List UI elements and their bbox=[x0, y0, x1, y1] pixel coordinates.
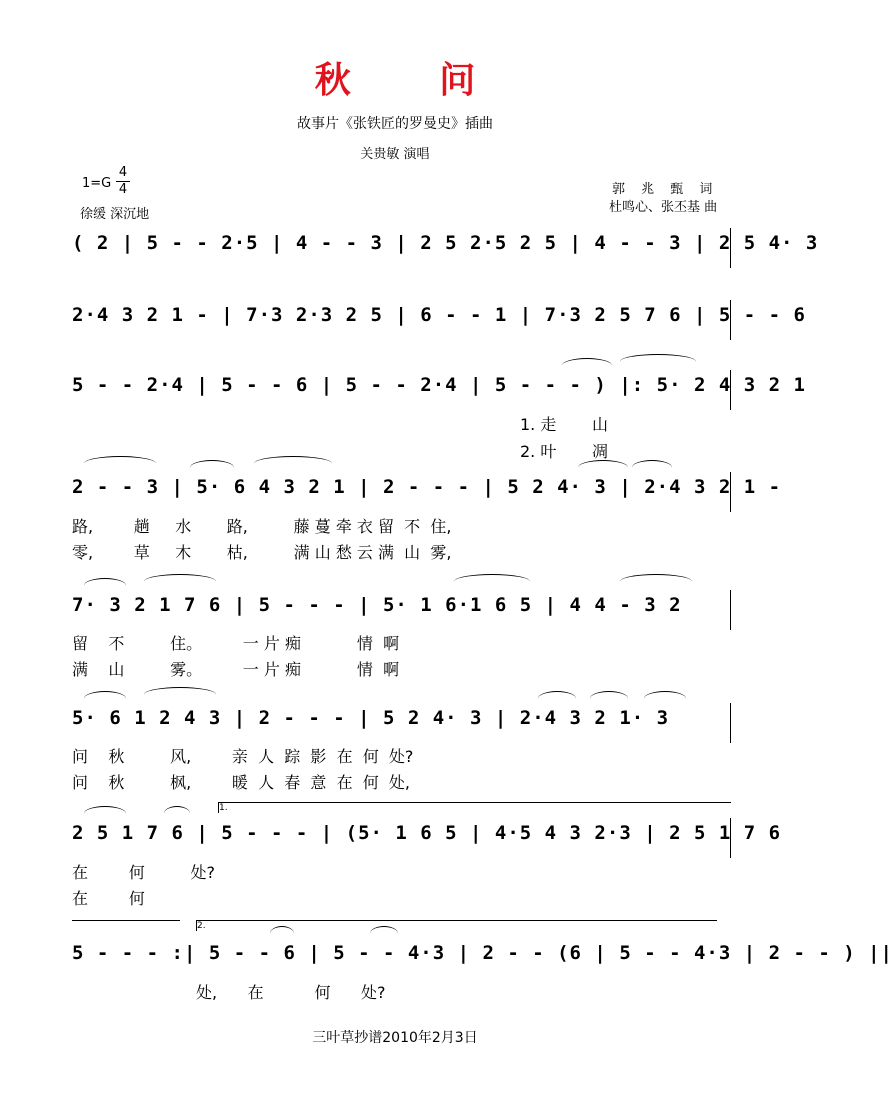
staff-line-1 bbox=[72, 228, 819, 274]
slur bbox=[164, 806, 190, 821]
slur bbox=[84, 806, 126, 821]
time-signature bbox=[116, 165, 130, 198]
slur bbox=[84, 578, 126, 593]
barline bbox=[730, 228, 731, 268]
barline bbox=[730, 703, 731, 743]
volta-second-label: 2. bbox=[197, 921, 206, 931]
slur bbox=[370, 926, 398, 941]
time-signature-bottom: 4 bbox=[116, 181, 130, 198]
key-signature: 1=G bbox=[82, 176, 112, 191]
staff-line-7 bbox=[72, 803, 782, 864]
barline bbox=[730, 300, 731, 340]
staff-line-6 bbox=[72, 703, 732, 749]
lyric-verse-2: 零, 草 木 枯, 满 山 愁 云 满 山 雾, bbox=[72, 543, 452, 562]
slur bbox=[632, 460, 672, 475]
lyricist-credit: 郭 兆 甄 词 bbox=[612, 182, 719, 197]
composer-credit: 杜鸣心、张丕基 曲 bbox=[609, 200, 718, 215]
song-subtitle: 故事片《张铁匠的罗曼史》插曲 bbox=[297, 116, 493, 132]
slur bbox=[84, 456, 156, 471]
lyric-verse-1: 问 秋 风, 亲 人 踪 影 在 何 处? bbox=[72, 747, 414, 766]
lyric-verse-2: 满 山 雾。 一 片 痴 情 啊 bbox=[72, 660, 400, 679]
barline bbox=[730, 590, 731, 630]
staff-line-3 bbox=[72, 370, 806, 416]
lyric-verse-2: 在 何 bbox=[72, 889, 145, 908]
slur bbox=[84, 691, 126, 706]
slur bbox=[578, 460, 628, 475]
staff-notes: 2 5 1 7 6 | 5 - - - | (5· 1 6 5 | 4·5 4 3 2·3 | 2 5 1 7 6 bbox=[72, 822, 782, 844]
staff-notes: 7· 3 2 1 7 6 | 5 - - - | 5· 1 6·1 6 5 | 4 4 - 3 2 bbox=[72, 594, 682, 616]
staff-line-8 bbox=[72, 921, 893, 984]
slur bbox=[254, 456, 332, 471]
staff-notes: 2 - - 3 | 5· 6 4 3 2 1 | 2 - - - | 5 2 4· 3 | 2·4 3 2 1 - bbox=[72, 476, 782, 498]
tempo-marking: 徐缓 深沉地 bbox=[80, 207, 150, 222]
staff-notes: ( 2 | 5 - - 2·5 | 4 - - 3 | 2 5 2·5 2 5 | 4 - - 3 | 2 5 4· 3 bbox=[72, 232, 819, 254]
barline bbox=[730, 818, 731, 858]
lyric-verse-2: 2. 叶 凋 bbox=[520, 442, 608, 461]
staff-line-5 bbox=[72, 590, 732, 636]
lyric-verse-1: 留 不 住。 一 片 痴 情 啊 bbox=[72, 634, 400, 653]
staff-notes: 2·4 3 2 1 - | 7·3 2·3 2 5 | 6 - - 1 | 7·3 2 5 7 6 | 5 - - 6 bbox=[72, 304, 806, 326]
slur bbox=[144, 574, 216, 589]
lyric-verse-1: 1. 走 山 bbox=[520, 415, 608, 434]
slur bbox=[562, 358, 612, 373]
barline bbox=[730, 472, 731, 512]
staff-notes: 5 - - - :| 5 - - 6 | 5 - - 4·3 | 2 - - (6 | 5 - - 4·3 | 2 - - ) || bbox=[72, 942, 893, 964]
slur bbox=[644, 691, 686, 706]
slur bbox=[144, 687, 216, 702]
slur bbox=[538, 691, 576, 706]
lyric-verse-1: 路, 趟 水 路, 藤 蔓 牵 衣 留 不 住, bbox=[72, 517, 452, 536]
staff-line-4 bbox=[72, 472, 782, 518]
lyric-final-line: 处, 在 何 处? bbox=[196, 983, 386, 1002]
slur bbox=[454, 574, 530, 589]
staff-notes: 5· 6 1 2 4 3 | 2 - - - | 5 2 4· 3 | 2·4 3 2 1· 3 bbox=[72, 707, 670, 729]
slur bbox=[620, 354, 696, 369]
repeat-end-bracket bbox=[72, 920, 180, 931]
time-signature-top: 4 bbox=[118, 165, 128, 180]
slur bbox=[590, 691, 628, 706]
volta-first-label: 1. bbox=[219, 803, 228, 813]
song-title: 秋 问 bbox=[314, 60, 514, 101]
staff-line-2 bbox=[72, 300, 806, 346]
slur bbox=[190, 460, 234, 475]
barline bbox=[730, 370, 731, 410]
slur bbox=[270, 926, 294, 941]
volta-bracket-first bbox=[218, 802, 731, 813]
singer-credit: 关贵敏 演唱 bbox=[360, 147, 430, 162]
lyric-verse-1: 在 何 处? bbox=[72, 863, 215, 882]
transcriber-footer: 三叶草抄谱2010年2月3日 bbox=[312, 1030, 478, 1046]
lyric-verse-2: 问 秋 枫, 暖 人 春 意 在 何 处, bbox=[72, 773, 411, 792]
staff-notes: 5 - - 2·4 | 5 - - 6 | 5 - - 2·4 | 5 - - - ) |: 5· 2 4 3 2 1 bbox=[72, 374, 806, 396]
slur bbox=[620, 574, 692, 589]
